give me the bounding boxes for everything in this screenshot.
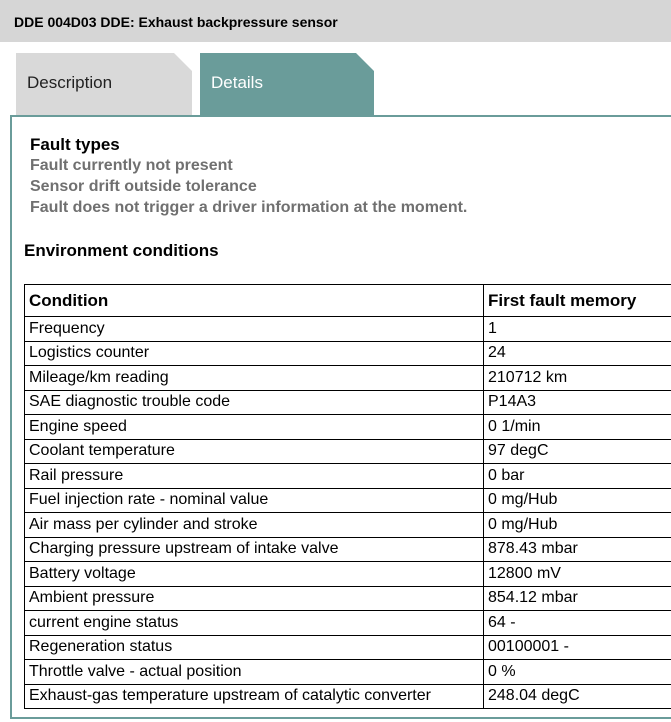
condition-cell: Rail pressure bbox=[25, 464, 484, 489]
table-row bbox=[25, 390, 671, 415]
table-row bbox=[25, 488, 671, 513]
column-header-first-fault-memory: First fault memory bbox=[484, 285, 671, 317]
condition-cell: Logistics counter bbox=[25, 341, 484, 366]
environment-conditions-table bbox=[24, 284, 671, 709]
first-fault-memory-cell: 1 bbox=[484, 317, 671, 342]
condition-cell: Regeneration status bbox=[25, 635, 484, 660]
table-body bbox=[25, 317, 671, 709]
table-row bbox=[25, 317, 671, 342]
condition-cell: Charging pressure upstream of intake valve bbox=[25, 537, 484, 562]
condition-cell: Ambient pressure bbox=[25, 586, 484, 611]
first-fault-memory-cell: 878.43 mbar bbox=[484, 537, 671, 562]
table-header-row bbox=[25, 285, 671, 317]
tab-corner-fold-icon bbox=[174, 53, 192, 71]
condition-cell: Mileage/km reading bbox=[25, 366, 484, 391]
first-fault-memory-cell: 00100001 - bbox=[484, 635, 671, 660]
environment-conditions-heading: Environment conditions bbox=[24, 241, 219, 260]
table-row bbox=[25, 660, 671, 685]
table-row bbox=[25, 366, 671, 391]
table-row bbox=[25, 562, 671, 587]
first-fault-memory-cell: 0 mg/Hub bbox=[484, 513, 671, 538]
condition-cell: current engine status bbox=[25, 611, 484, 636]
window-title: DDE 004D03 DDE: Exhaust backpressure sensor bbox=[14, 14, 338, 30]
fault-type-item: Fault does not trigger a driver information at the moment. bbox=[30, 199, 468, 216]
table-row bbox=[25, 611, 671, 636]
tab-description[interactable] bbox=[16, 53, 192, 115]
condition-cell: Fuel injection rate - nominal value bbox=[25, 488, 484, 513]
tab-details[interactable] bbox=[200, 53, 374, 115]
table-row bbox=[25, 341, 671, 366]
fault-type-item: Sensor drift outside tolerance bbox=[30, 178, 257, 195]
table-row bbox=[25, 635, 671, 660]
first-fault-memory-cell: 64 - bbox=[484, 611, 671, 636]
table-row bbox=[25, 439, 671, 464]
table-row bbox=[25, 586, 671, 611]
first-fault-memory-cell: 210712 km bbox=[484, 366, 671, 391]
first-fault-memory-cell: P14A3 bbox=[484, 390, 671, 415]
first-fault-memory-cell: 24 bbox=[484, 341, 671, 366]
condition-cell: Engine speed bbox=[25, 415, 484, 440]
first-fault-memory-cell: 0 mg/Hub bbox=[484, 488, 671, 513]
window-title-bar bbox=[0, 0, 671, 42]
fault-type-item: Fault currently not present bbox=[30, 157, 233, 174]
tab-corner-fold-icon bbox=[356, 53, 374, 71]
condition-cell: Exhaust-gas temperature upstream of catalytic converter bbox=[25, 684, 484, 709]
table-row bbox=[25, 464, 671, 489]
condition-cell: Throttle valve - actual position bbox=[25, 660, 484, 685]
table-row bbox=[25, 513, 671, 538]
fault-types-heading: Fault types bbox=[30, 135, 120, 154]
table-row bbox=[25, 537, 671, 562]
table-row bbox=[25, 415, 671, 440]
first-fault-memory-cell: 854.12 mbar bbox=[484, 586, 671, 611]
condition-cell: Coolant temperature bbox=[25, 439, 484, 464]
details-panel bbox=[10, 115, 671, 719]
condition-cell: SAE diagnostic trouble code bbox=[25, 390, 484, 415]
condition-cell: Battery voltage bbox=[25, 562, 484, 587]
tab-description-label: Description bbox=[27, 73, 113, 92]
first-fault-memory-cell: 0 1/min bbox=[484, 415, 671, 440]
first-fault-memory-cell: 97 degC bbox=[484, 439, 671, 464]
condition-cell: Air mass per cylinder and stroke bbox=[25, 513, 484, 538]
condition-cell: Frequency bbox=[25, 317, 484, 342]
first-fault-memory-cell: 12800 mV bbox=[484, 562, 671, 587]
first-fault-memory-cell: 0 bar bbox=[484, 464, 671, 489]
table-row bbox=[25, 684, 671, 709]
tab-details-label: Details bbox=[211, 73, 263, 92]
column-header-condition: Condition bbox=[25, 285, 484, 317]
first-fault-memory-cell: 248.04 degC bbox=[484, 684, 671, 709]
first-fault-memory-cell: 0 % bbox=[484, 660, 671, 685]
